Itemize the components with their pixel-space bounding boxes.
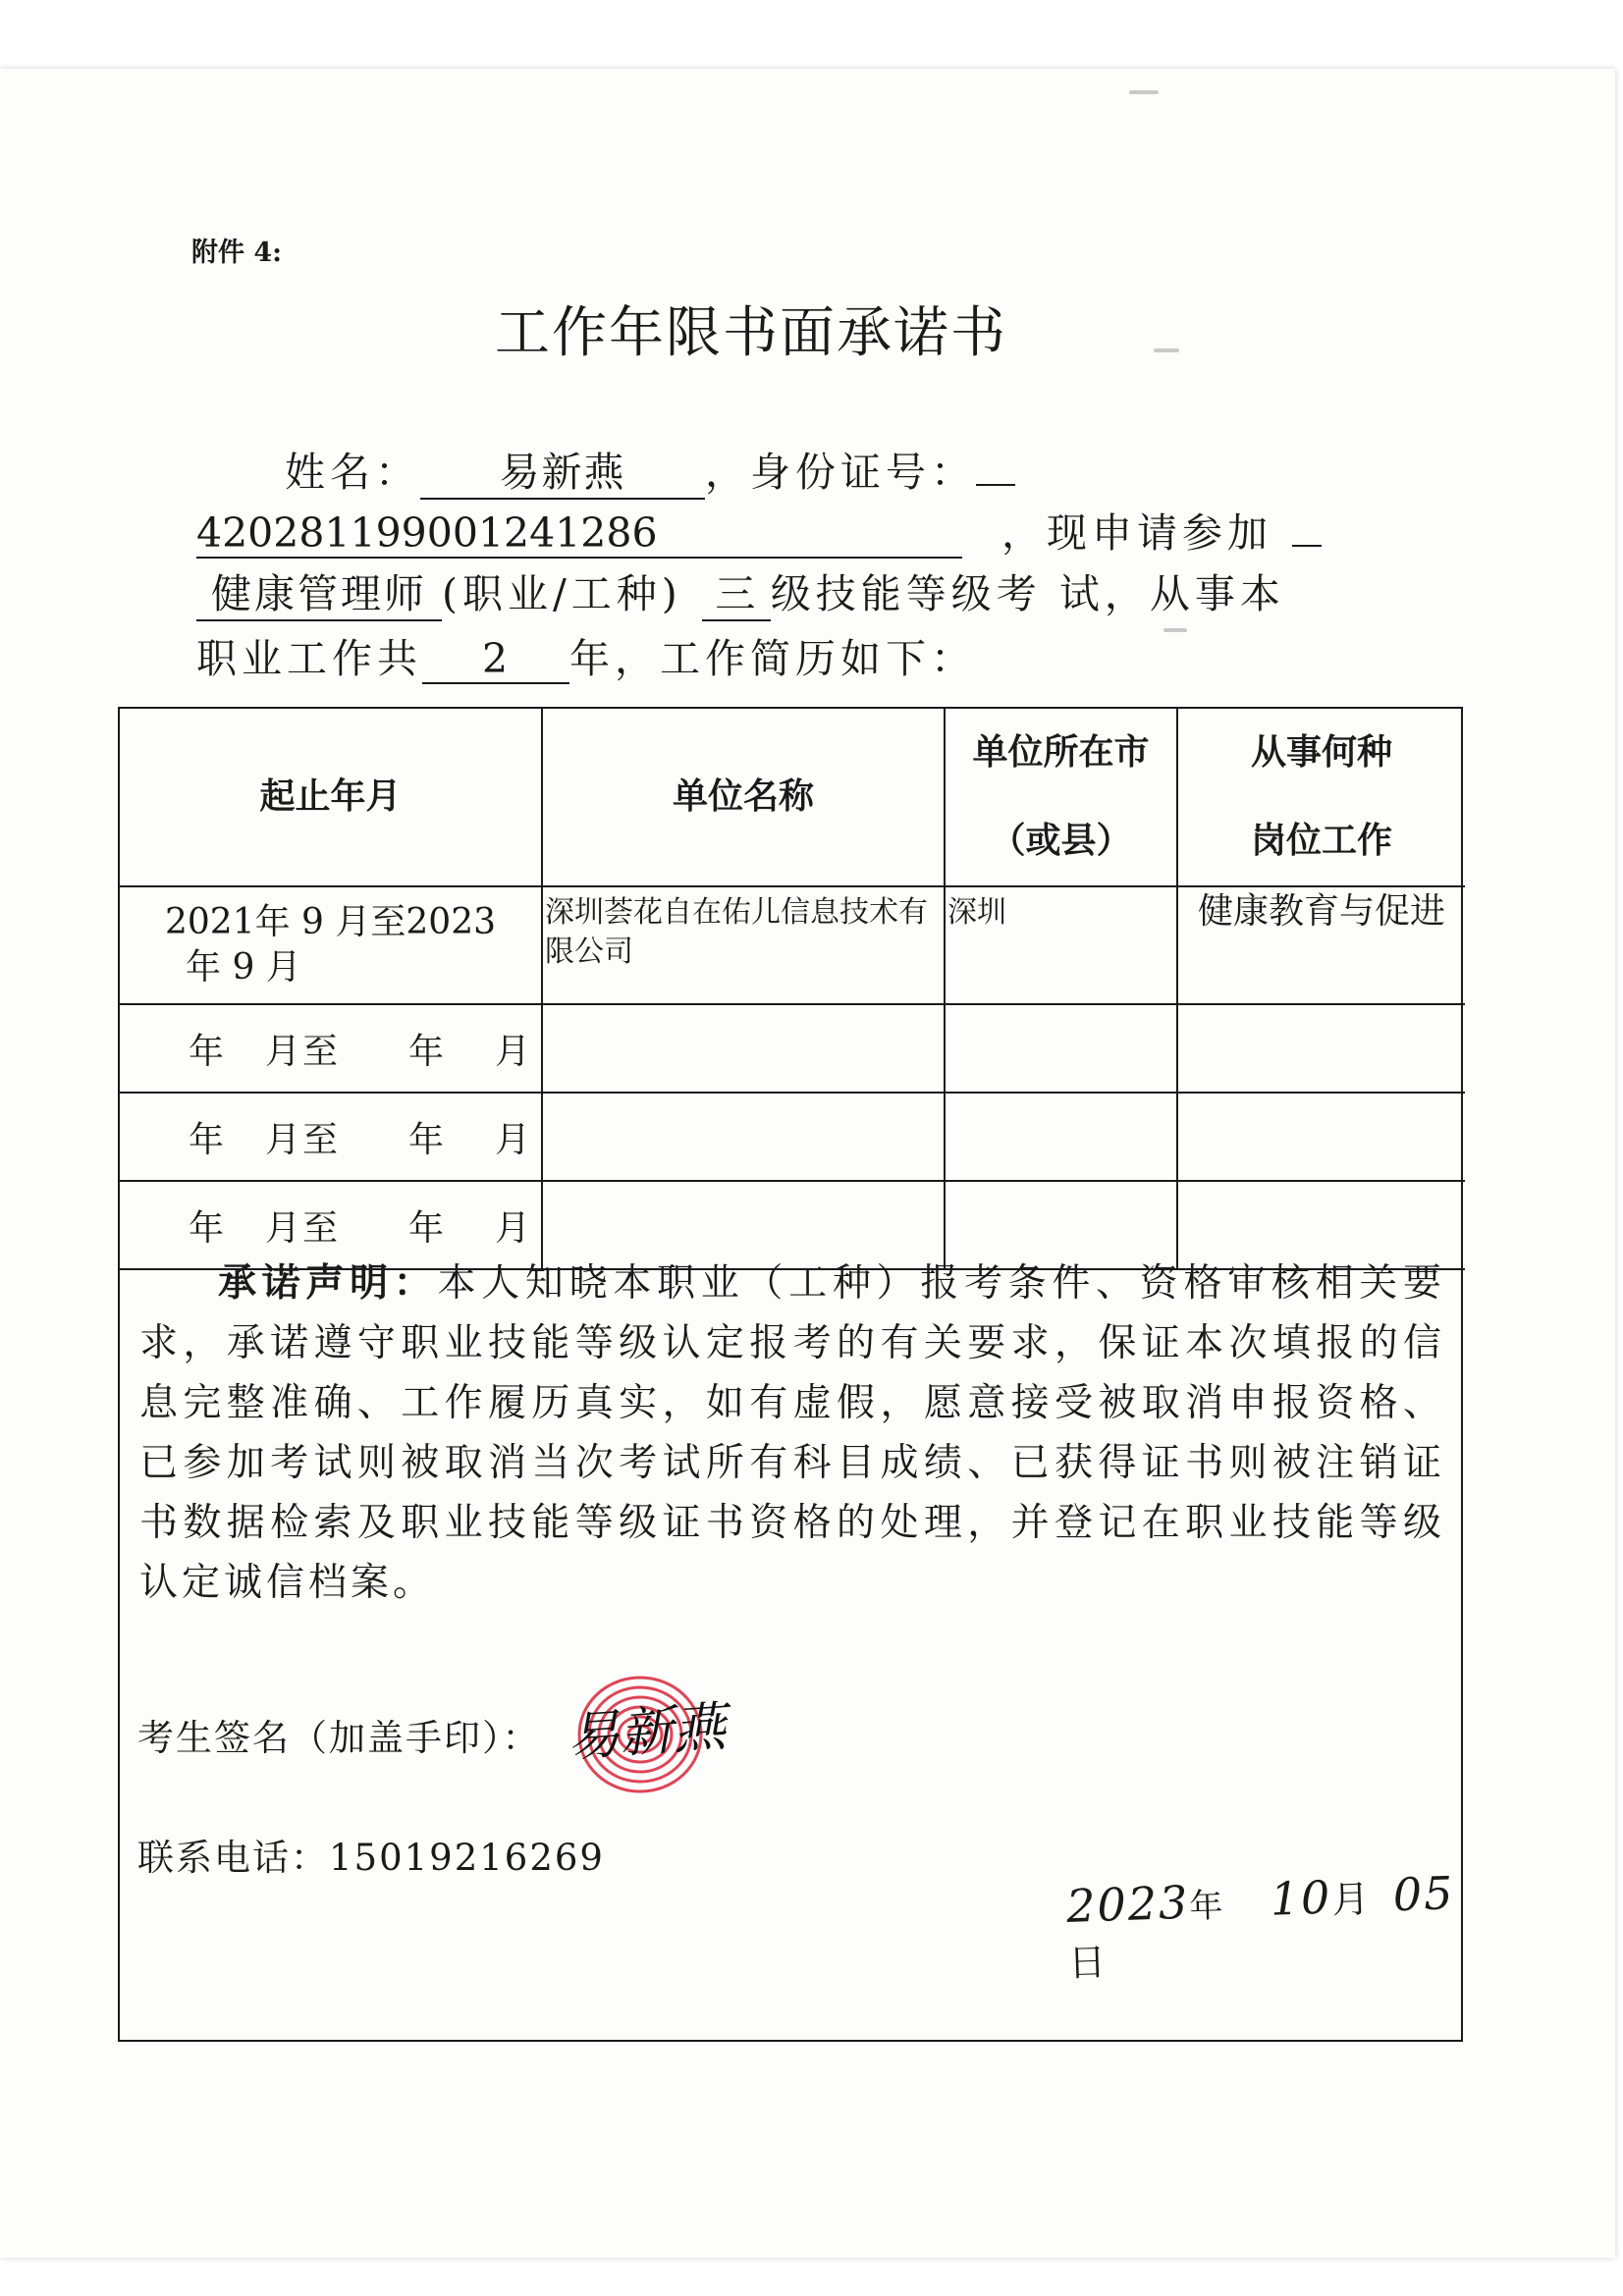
intro-line-4 [196,626,976,684]
declaration-paragraph [139,1254,1445,1613]
signature-label: 考生签名（加盖手印）： [137,1717,541,1759]
level-field: 三 [702,561,771,621]
phone-line [137,1828,605,1881]
empty-job [1177,1004,1465,1093]
occupation-field: 健康管理师 [196,561,442,621]
empty-company [542,1004,945,1093]
empty-job [1177,1093,1465,1181]
date-month: 10 [1269,1870,1333,1926]
row-job: 健康教育与促进 [1177,886,1465,1004]
header-job [1177,709,1465,886]
occupation-suffix: (职业/工种) [442,570,682,617]
intro-line-2 [196,501,1322,559]
id-number-field: 420281199001241286 [196,509,962,559]
work-history-table [120,709,1465,1270]
handwritten-date [1065,1865,1463,1987]
header-company: 单位名称 [542,709,945,886]
date-year-unit: 年 [1188,1886,1226,1927]
empty-company [542,1093,945,1181]
row-city: 深圳 [945,886,1177,1004]
row-period-line-1: 2021年 9 月至2023 [164,902,497,942]
attachment-label: 附件 4: [191,238,283,268]
header-job-line-2: 岗位工作 [1250,821,1392,861]
phone-value: 15019216269 [329,1837,605,1879]
row-period-line-2: 年 9 月 [186,947,301,988]
header-city-line-2: （或县） [990,821,1132,861]
years-field: 2 [422,635,569,684]
header-job-line-1: 从事何种 [1250,732,1392,773]
header-city-line-1: 单位所在市 [972,732,1150,773]
scan-speck [1163,628,1187,632]
date-day-unit: 日 [1067,1940,1109,1985]
intro-line-3 [196,561,1285,621]
apply-field-start [1292,545,1322,547]
empty-city [945,1093,1177,1181]
years-prefix: 职业工作共 [196,635,422,682]
handwritten-signature: 易新燕 [565,1695,729,1769]
empty-city [945,1004,1177,1093]
declaration-body: 本人知晓本职业（工种）报考条件、资格审核相关要求，承诺遵守职业技能等级认定报考的有关要求，保证本次填报的信息完整准确、工作履历真实，如有虚假，愿意接受被取消申报资格、已参加考试则被取消当次考试所有科目成绩、已获得证书则被注销证书数据检索及职业技能等级证书资格的处理，并登记在职业技能等级认定诚信档案。 [139,1261,1445,1605]
level-suffix: 级技能等级考 试，从事本 [770,570,1285,617]
header-city [945,709,1177,886]
row-company: 深圳荟花自在佑儿信息技术有限公司 [542,886,945,1004]
apply-text: ，现申请参加 [1001,509,1272,557]
empty-period: 年 月至 年 月 [120,1181,542,1269]
name-label: 姓名： [285,449,420,496]
date-month-unit: 月 [1330,1877,1373,1922]
id-field-start [976,484,1015,486]
name-field: 易新燕 [420,440,705,500]
years-suffix: 年，工作简历如下： [569,635,976,682]
work-history-box [118,707,1463,2042]
id-label: ，身份证号： [705,449,976,496]
empty-period: 年 月至 年 月 [120,1093,542,1181]
row-period [120,886,542,1004]
page-title: 工作年限书面承诺书 [495,301,1007,365]
phone-label: 联系电话： [137,1837,329,1879]
table-row-empty [120,1004,1465,1093]
table-row [120,886,1465,1004]
header-period: 起止年月 [120,709,542,886]
empty-period: 年 月至 年 月 [120,1004,542,1093]
date-day: 05 [1391,1866,1456,1922]
intro-line-1 [285,440,1015,500]
declaration-heading: 承诺声明： [218,1261,438,1306]
table-header-row [120,709,1465,886]
scan-speck [1129,90,1159,94]
table-row-empty [120,1093,1465,1181]
date-year: 2023 [1065,1875,1191,1933]
